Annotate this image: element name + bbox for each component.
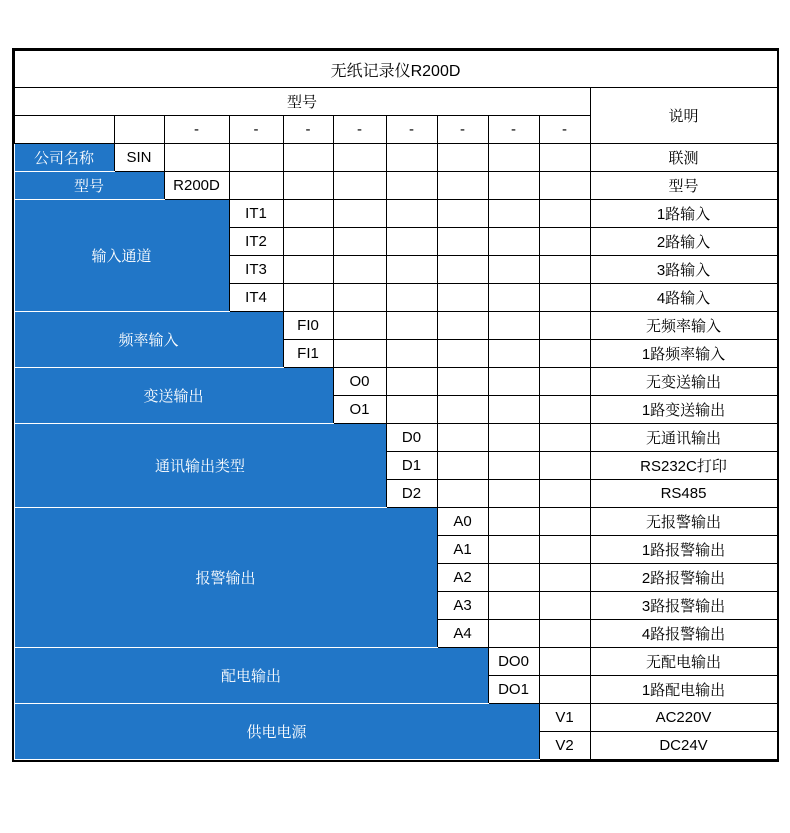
desc-cell: 无配电输出: [590, 648, 777, 676]
dash-cell: -: [488, 116, 539, 144]
empty-cell: [283, 144, 333, 172]
empty-cell: [539, 508, 590, 536]
empty-cell: [386, 284, 437, 312]
option-row: [14, 312, 777, 340]
empty-cell: [488, 508, 539, 536]
empty-cell: [488, 172, 539, 200]
title-row: [14, 51, 777, 88]
empty-cell: [488, 480, 539, 508]
empty-cell: [333, 312, 386, 340]
empty-cell: [333, 256, 386, 284]
empty-cell: [333, 144, 386, 172]
empty-cell: [386, 256, 437, 284]
model-selection-table: [12, 48, 779, 762]
code-cell: DO0: [488, 648, 539, 676]
empty-cell: [539, 452, 590, 480]
empty-cell: [114, 116, 164, 144]
empty-cell: [333, 340, 386, 368]
category-cell: 变送输出: [14, 368, 333, 424]
empty-cell: [333, 284, 386, 312]
desc-cell: 2路报警输出: [590, 564, 777, 592]
empty-cell: [539, 228, 590, 256]
category-cell: 公司名称: [14, 144, 114, 172]
empty-cell: [488, 312, 539, 340]
empty-cell: [539, 368, 590, 396]
code-cell: A2: [437, 564, 488, 592]
desc-cell: DC24V: [590, 732, 777, 760]
category-cell: 配电输出: [14, 648, 488, 704]
empty-cell: [229, 172, 283, 200]
model-header: 型号: [14, 88, 590, 116]
empty-cell: [437, 172, 488, 200]
empty-cell: [539, 620, 590, 648]
empty-cell: [14, 116, 114, 144]
code-cell: A0: [437, 508, 488, 536]
empty-cell: [437, 480, 488, 508]
desc-cell: 1路配电输出: [590, 676, 777, 704]
option-row: [14, 704, 777, 732]
empty-cell: [333, 228, 386, 256]
code-cell: O1: [333, 396, 386, 424]
category-cell: 输入通道: [14, 200, 229, 312]
code-cell: R200D: [164, 172, 229, 200]
empty-cell: [164, 144, 229, 172]
empty-cell: [488, 144, 539, 172]
empty-cell: [386, 228, 437, 256]
dash-cell: -: [283, 116, 333, 144]
empty-cell: [437, 312, 488, 340]
empty-cell: [539, 144, 590, 172]
code-cell: FI1: [283, 340, 333, 368]
empty-cell: [488, 200, 539, 228]
empty-cell: [488, 396, 539, 424]
option-row: [14, 144, 777, 172]
empty-cell: [386, 340, 437, 368]
option-row: [14, 648, 777, 676]
empty-cell: [437, 452, 488, 480]
empty-cell: [488, 424, 539, 452]
desc-cell: 4路输入: [590, 284, 777, 312]
ordering-code-table: [14, 50, 778, 760]
empty-cell: [386, 200, 437, 228]
empty-cell: [386, 172, 437, 200]
desc-cell: 3路报警输出: [590, 592, 777, 620]
dash-cell: -: [539, 116, 590, 144]
desc-cell: 3路输入: [590, 256, 777, 284]
desc-cell: 无频率输入: [590, 312, 777, 340]
dash-cell: -: [229, 116, 283, 144]
empty-cell: [539, 396, 590, 424]
empty-cell: [488, 228, 539, 256]
category-cell: 型号: [14, 172, 164, 200]
empty-cell: [539, 340, 590, 368]
empty-cell: [283, 256, 333, 284]
category-cell: 供电电源: [14, 704, 539, 760]
empty-cell: [386, 312, 437, 340]
desc-cell: 1路变送输出: [590, 396, 777, 424]
desc-cell: 无报警输出: [590, 508, 777, 536]
category-cell: 报警输出: [14, 508, 437, 648]
empty-cell: [539, 564, 590, 592]
option-row: [14, 200, 777, 228]
empty-cell: [386, 396, 437, 424]
empty-cell: [437, 228, 488, 256]
empty-cell: [386, 368, 437, 396]
empty-cell: [539, 676, 590, 704]
header-row: [14, 88, 777, 116]
empty-cell: [437, 340, 488, 368]
empty-cell: [539, 480, 590, 508]
empty-cell: [488, 340, 539, 368]
empty-cell: [539, 256, 590, 284]
code-cell: A3: [437, 592, 488, 620]
option-row: [14, 508, 777, 536]
empty-cell: [539, 172, 590, 200]
empty-cell: [437, 396, 488, 424]
table-title: 无纸记录仪R200D: [14, 51, 777, 88]
dash-cell: -: [333, 116, 386, 144]
empty-cell: [488, 284, 539, 312]
empty-cell: [488, 620, 539, 648]
code-cell: IT4: [229, 284, 283, 312]
empty-cell: [539, 284, 590, 312]
empty-cell: [488, 368, 539, 396]
desc-cell: 1路报警输出: [590, 536, 777, 564]
empty-cell: [437, 144, 488, 172]
description-header: 说明: [590, 88, 777, 144]
option-row: [14, 424, 777, 452]
code-cell: IT2: [229, 228, 283, 256]
empty-cell: [386, 144, 437, 172]
category-cell: 频率输入: [14, 312, 283, 368]
empty-cell: [539, 592, 590, 620]
empty-cell: [437, 200, 488, 228]
empty-cell: [333, 172, 386, 200]
code-cell: IT1: [229, 200, 283, 228]
desc-cell: 无通讯输出: [590, 424, 777, 452]
desc-cell: AC220V: [590, 704, 777, 732]
empty-cell: [488, 256, 539, 284]
desc-cell: 1路输入: [590, 200, 777, 228]
empty-cell: [488, 536, 539, 564]
code-cell: A1: [437, 536, 488, 564]
code-cell: O0: [333, 368, 386, 396]
category-cell: 通讯输出类型: [14, 424, 386, 508]
code-cell: D0: [386, 424, 437, 452]
dash-cell: -: [164, 116, 229, 144]
desc-cell: 无变送输出: [590, 368, 777, 396]
empty-cell: [333, 200, 386, 228]
empty-cell: [488, 592, 539, 620]
empty-cell: [437, 368, 488, 396]
code-cell: FI0: [283, 312, 333, 340]
empty-cell: [437, 256, 488, 284]
code-cell: D1: [386, 452, 437, 480]
option-row: [14, 368, 777, 396]
empty-cell: [488, 452, 539, 480]
code-cell: A4: [437, 620, 488, 648]
code-cell: IT3: [229, 256, 283, 284]
empty-cell: [488, 564, 539, 592]
empty-cell: [539, 200, 590, 228]
code-cell: SIN: [114, 144, 164, 172]
option-row: [14, 172, 777, 200]
empty-cell: [283, 200, 333, 228]
empty-cell: [539, 536, 590, 564]
desc-cell: 2路输入: [590, 228, 777, 256]
empty-cell: [539, 424, 590, 452]
empty-cell: [437, 284, 488, 312]
desc-cell: 4路报警输出: [590, 620, 777, 648]
code-cell: DO1: [488, 676, 539, 704]
desc-cell: 联测: [590, 144, 777, 172]
desc-cell: 型号: [590, 172, 777, 200]
empty-cell: [229, 144, 283, 172]
empty-cell: [283, 172, 333, 200]
empty-cell: [283, 284, 333, 312]
desc-cell: RS232C打印: [590, 452, 777, 480]
desc-cell: 1路频率输入: [590, 340, 777, 368]
empty-cell: [283, 228, 333, 256]
code-cell: D2: [386, 480, 437, 508]
empty-cell: [539, 312, 590, 340]
code-cell: V2: [539, 732, 590, 760]
dash-cell: -: [386, 116, 437, 144]
empty-cell: [437, 424, 488, 452]
code-cell: V1: [539, 704, 590, 732]
empty-cell: [539, 648, 590, 676]
desc-cell: RS485: [590, 480, 777, 508]
dash-cell: -: [437, 116, 488, 144]
